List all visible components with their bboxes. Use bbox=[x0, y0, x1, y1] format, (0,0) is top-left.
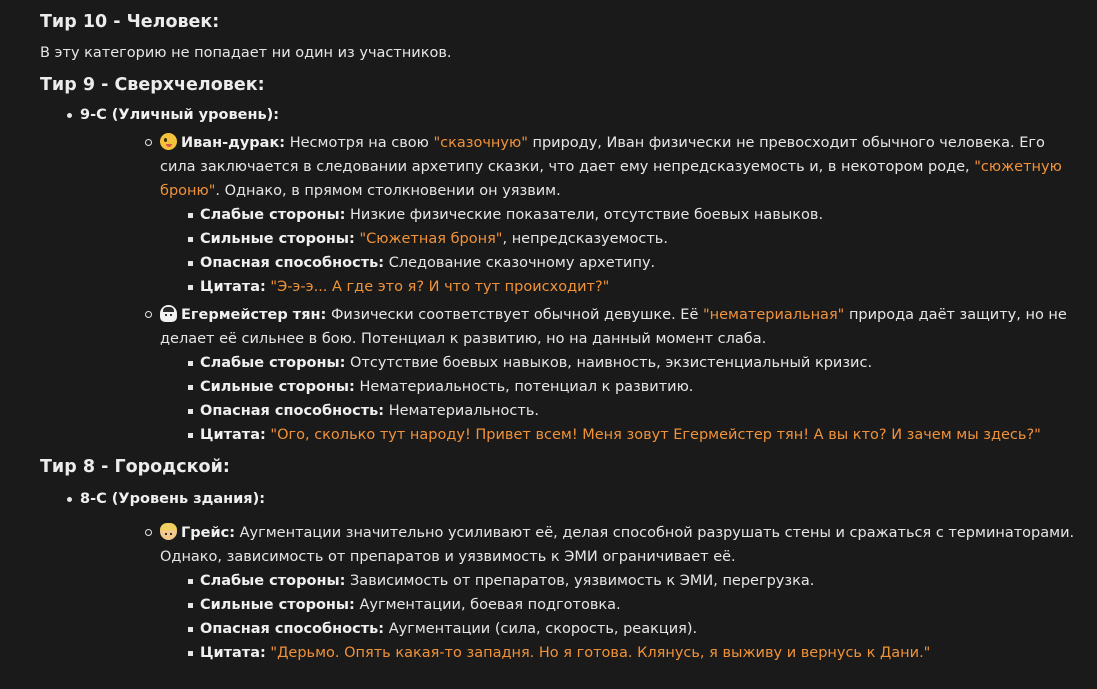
bullet-square bbox=[188, 237, 193, 242]
tier8-characters bbox=[80, 521, 1077, 665]
bullet-square bbox=[188, 285, 193, 290]
highlight: "нематериальная" bbox=[702, 307, 845, 323]
bullet-square bbox=[188, 433, 193, 438]
grace-description: Грейс: Аугментации значительно усиливают её, делая способной разрушать стены и сражаться с терминаторами. Однако, зависимость от препаратов и уязвимость к ЭМИ ограничивает её. bbox=[160, 525, 1075, 565]
bullet-square bbox=[188, 409, 193, 414]
eger-weak: Слабые стороны: Отсутствие боевых навыков, наивность, экзистенциальный кризис. bbox=[80, 351, 1077, 375]
ivan-quote: Цитата: "Э-э-э... А где это я? И что тут происходит?" bbox=[80, 275, 1077, 299]
eger-strong: Сильные стороны: Нематериальность, потенциал к развитию. bbox=[80, 375, 1077, 399]
bullet-square bbox=[188, 213, 193, 218]
tier9-heading: Тир 9 - Сверхчеловек: bbox=[40, 75, 265, 95]
bullet-circle bbox=[145, 139, 152, 146]
ghost-icon bbox=[160, 305, 177, 322]
tier8-list bbox=[40, 487, 1077, 665]
bullet-square bbox=[188, 651, 193, 656]
eger-details bbox=[80, 351, 1077, 447]
tier9-sublevel bbox=[40, 103, 1077, 447]
bullet-square bbox=[188, 361, 193, 366]
bullet-square bbox=[188, 579, 193, 584]
bullet-disc bbox=[67, 497, 72, 502]
ivan-ability: Опасная способность: Следование сказочному архетипу. bbox=[80, 251, 1077, 275]
ivan-strong: Сильные стороны: "Сюжетная броня", непредсказуемость. bbox=[80, 227, 1077, 251]
tier9-sub-label: 9-С (Уличный уровень): bbox=[80, 107, 280, 123]
highlight: "сказочную" bbox=[433, 135, 528, 151]
ivan-description: Иван-дурак: Несмотря на свою "сказочную" природу, Иван физически не превосходит обычного человека. Его сила заключается в следовании архетипу сказки, что дает ему непредсказуемость и, в некотором роде, "сюжетную броню". Однако, в прямом столкновении он уязвим. bbox=[160, 135, 1062, 199]
tier9-list bbox=[40, 103, 1077, 447]
eger-name: Егермейстер тян: bbox=[181, 307, 327, 323]
grace-name: Грейс: bbox=[181, 525, 236, 541]
tier8-heading: Тир 8 - Городской: bbox=[40, 457, 230, 477]
woman-icon bbox=[160, 523, 177, 540]
bullet-circle bbox=[145, 529, 152, 536]
ivan-weak: Слабые стороны: Низкие физические показатели, отсутствие боевых навыков. bbox=[80, 203, 1077, 227]
bullet-square bbox=[188, 627, 193, 632]
character-grace bbox=[80, 521, 1077, 665]
bullet-square bbox=[188, 261, 193, 266]
ivan-name: Иван-дурак: bbox=[181, 135, 286, 151]
ivan-details bbox=[80, 203, 1077, 299]
tier10-text: В эту категорию не попадает ни один из участников. bbox=[40, 45, 452, 61]
grace-strong: Сильные стороны: Аугментации, боевая подготовка. bbox=[80, 593, 1077, 617]
bullet-square bbox=[188, 385, 193, 390]
grace-details bbox=[80, 569, 1077, 665]
character-eger bbox=[80, 303, 1077, 447]
grace-weak: Слабые стороны: Зависимость от препаратов, уязвимость к ЭМИ, перегрузка. bbox=[80, 569, 1077, 593]
tier8-sublevel bbox=[40, 487, 1077, 665]
eger-description: Егермейстер тян: Физически соответствует обычной девушке. Её "нематериальная" природа даёт защиту, но не делает её сильнее в бою. Потенциал к развитию, но на данный момент слаба. bbox=[160, 307, 1067, 347]
grace-quote: Цитата: "Дерьмо. Опять какая-то западня. Но я готова. Клянусь, я выживу и вернусь к Дани." bbox=[80, 641, 1077, 665]
highlight: "сюжетную броню" bbox=[160, 159, 1062, 199]
eger-ability: Опасная способность: Нематериальность. bbox=[80, 399, 1077, 423]
zany-face-icon bbox=[160, 133, 177, 150]
character-ivan bbox=[80, 131, 1077, 299]
bullet-disc bbox=[67, 113, 72, 118]
bullet-circle bbox=[145, 311, 152, 318]
tier10-heading: Тир 10 - Человек: bbox=[40, 12, 220, 32]
tier8-sub-label: 8-С (Уровень здания): bbox=[80, 491, 266, 507]
tier9-characters bbox=[80, 131, 1077, 447]
eger-quote: Цитата: "Ого, сколько тут народу! Привет всем! Меня зовут Егермейстер тян! А вы кто? И зачем мы здесь?" bbox=[80, 423, 1077, 447]
grace-ability: Опасная способность: Аугментации (сила, скорость, реакция). bbox=[80, 617, 1077, 641]
bullet-square bbox=[188, 603, 193, 608]
